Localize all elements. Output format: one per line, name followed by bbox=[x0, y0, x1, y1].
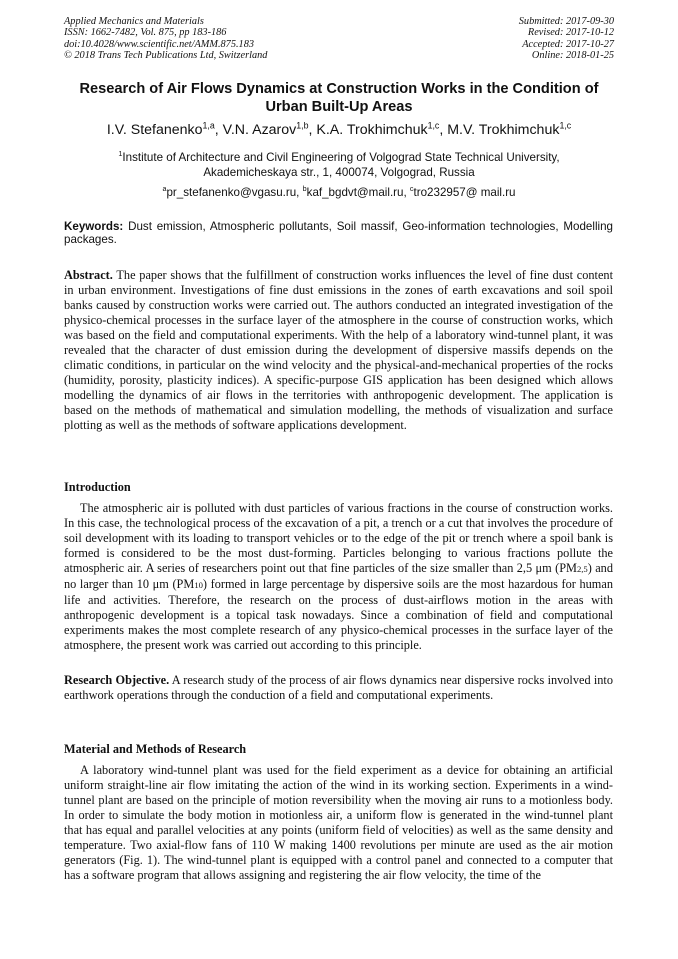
keywords-text: Dust emission, Atmospheric pollutants, Soil massif, Geo-information technologies, Modelling packages. bbox=[64, 220, 613, 247]
author-list bbox=[40, 121, 638, 139]
abstract-label: Abstract. bbox=[64, 268, 113, 282]
keywords-label: Keywords: bbox=[64, 220, 124, 233]
paper-title: Research of Air Flows Dynamics at Construction Works in the Condition of Urban Built-Up Areas bbox=[79, 81, 599, 115]
methods-heading: Material and Methods of Research bbox=[64, 742, 247, 756]
abstract-text: The paper shows that the fulfillment of construction works influences the level of fine dust content in urban environment. Investigations of fine dust emissions in the zones of earth excavations and soil spoil banks caused by construction works were carried out. The authors conducted an integrated investigation of the physico-chemical processes in the surface layer of the atmosphere in the course of construction works, which was based on the field and computational experiments. With the help of a laboratory wind-tunnel plant, it was revealed that the character of dust emission during the development of dispersive massifs depends on the climatic conditions, in particular on the wind velocity and the physical-and-mechanical properties of the rocks (humidity, porosity, plasticity indices). A specific-purpose GIS application has been designed which allows modelling the dynamics of air flows in the territories with anthropogenic development. The application is based on the methods of mathematical and simulation modelling, the methods of visualization and surface plotting as well as the methods of software applications development. bbox=[64, 268, 613, 433]
author-separator: , bbox=[214, 122, 223, 138]
intro-text: The atmospheric air is polluted with dust particles of various fractions in the course of construction works. In this case, the technological process of the excavation of a pit, a trench or a cut that involves the procedure of soil development with its loading to transport vehicles or to the edge of the pit or trench where a spoil bank is formed is considered to be the most dust-forming. Particles belonging to various fractions pollute the atmospheric air. A series of researchers point out that fine particles of the size smaller than 2,5 μm (PM bbox=[64, 501, 613, 576]
journal-info bbox=[64, 16, 267, 62]
accepted-date: Accepted: 2017-10-27 bbox=[522, 38, 614, 50]
email: tro232957@ mail.ru bbox=[413, 186, 516, 199]
affiliation-line-1: Institute of Architecture and Civil Engineering of Volgograd State Technical University, bbox=[122, 151, 560, 164]
author-emails bbox=[64, 186, 614, 200]
author-affiliation-mark: 1,c bbox=[559, 120, 572, 131]
author-name: V.N. Azarov bbox=[222, 122, 297, 138]
email-mark: b bbox=[302, 184, 307, 194]
author-separator: , bbox=[439, 122, 448, 138]
objective-label: Research Objective. bbox=[64, 673, 170, 687]
author-affiliation-mark: 1,b bbox=[296, 120, 309, 131]
affiliation bbox=[64, 150, 614, 180]
author-name: M.V. Trokhimchuk bbox=[447, 122, 560, 138]
affiliation-line-2: Akademicheskaya str., 1, 400074, Volgograd, Russia bbox=[203, 166, 475, 179]
email-mark: a bbox=[162, 184, 167, 194]
introduction-heading: Introduction bbox=[64, 480, 131, 494]
issn-line: ISSN: 1662-7482, Vol. 875, pp 183-186 bbox=[64, 27, 227, 39]
intro-text: ) formed in large percentage by dispersive soils are the most hazardous for human life and activities. Therefore, the research on the process of dust-airflows motion in the areas with anthropogenic development is a topical task nowadays. Since a combination of field and computational experiments makes the most complete research of any physico-chemical processes in the surface layer of the atmosphere, the present work was carried out according to this principle. bbox=[64, 577, 613, 653]
author-separator: , bbox=[308, 122, 317, 138]
keywords bbox=[64, 220, 613, 247]
methods-paragraph: A laboratory wind-tunnel plant was used for the field experiment as a device for obtaining an artificial uniform straight-line air flow imitating the action of the wind in its working section. Experiments in a wind-tunnel plant are based on the principle of motion reversibility when the moving air runs to a motionless body. In order to simulate the body motion in motionless air, a uniform flow is generated in the wind-tunnel plant that has equal and parallel velocities at any points (uniform field of velocities) as well as the same density and temperature. Two axial-flow fans of 110 W making 1400 revolutions per minute are used as the air motion generators (Fig. 1). The wind-tunnel plant is equipped with a control panel and connected to a computer that has a software program that allows assigning and registering the air flow velocity, the time of the bbox=[64, 763, 613, 883]
online-date: Online: 2018-01-25 bbox=[531, 50, 614, 62]
author-affiliation-mark: 1,a bbox=[202, 120, 215, 131]
objective-text: A research study of the process of air flows dynamics near dispersive rocks involved into earthwork operations through the conduction of a field and computational experiments. bbox=[64, 673, 613, 703]
doi-line: doi:10.4028/www.scientific.net/AMM.875.183 bbox=[64, 38, 254, 50]
author-name: I.V. Stefanenko bbox=[106, 122, 203, 138]
research-objective bbox=[64, 673, 613, 703]
pm-subscript: 10 bbox=[194, 580, 203, 591]
email-mark: c bbox=[409, 184, 414, 194]
email: pr_stefanenko@vgasu.ru, bbox=[166, 186, 303, 199]
introduction-paragraph bbox=[64, 501, 613, 653]
intro-text: ) and no larger than 10 μm (PM bbox=[64, 561, 613, 592]
revised-date: Revised: 2017-10-12 bbox=[527, 27, 614, 39]
submitted-date: Submitted: 2017-09-30 bbox=[518, 16, 614, 27]
journal-name: Applied Mechanics and Materials bbox=[64, 16, 204, 27]
copyright-line: © 2018 Trans Tech Publications Ltd, Switzerland bbox=[64, 50, 268, 62]
submission-dates bbox=[519, 16, 614, 62]
author-affiliation-mark: 1,c bbox=[427, 120, 440, 131]
author-name: K.A. Trokhimchuk bbox=[316, 122, 428, 138]
abstract bbox=[64, 268, 613, 434]
pm-subscript: 2,5 bbox=[576, 564, 588, 575]
email: kaf_bgdvt@mail.ru, bbox=[306, 186, 410, 199]
affiliation-mark: 1 bbox=[118, 149, 123, 159]
